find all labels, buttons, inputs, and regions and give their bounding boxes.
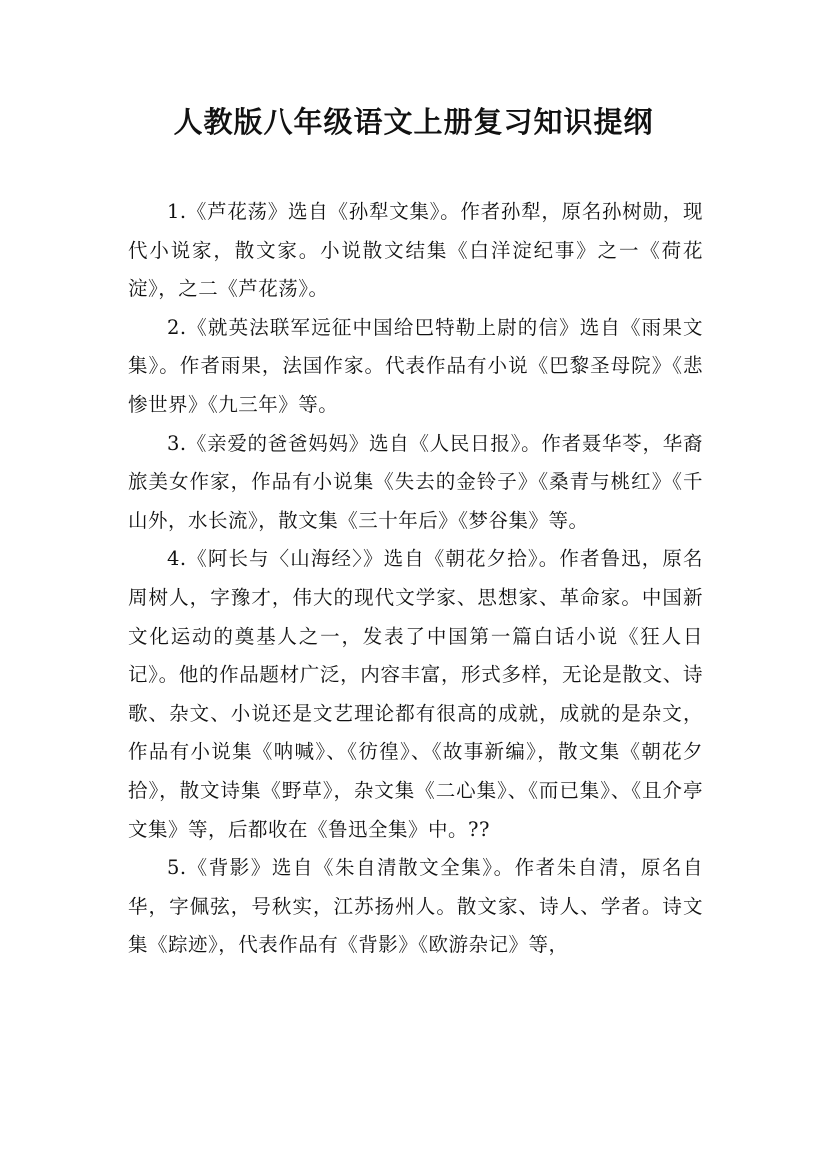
paragraph-5: 5.《背影》选自《朱自清散文全集》。作者朱自清，原名自华，字佩弦，号秋实，江苏扬州人。散文家、诗人、学者。诗文集《踪迹》，代表作品有《背影》《欧游杂记》等， [128,856,703,957]
document-title: 人教版八年级语文上册复习知识提纲 [173,105,654,139]
paragraph-1: 1.《芦花荡》选自《孙犁文集》。作者孙犁，原名孙树勋，现代小说家，散文家。小说散文结集《白洋淀纪事》之一《荷花淀》，之二《芦花荡》。 [128,200,703,301]
document-body [128,193,703,965]
paragraph-3: 3.《亲爱的爸爸妈妈》选自《人民日报》。作者聂华苓，华裔旅美女作家，作品有小说集《失去的金铃子》《桑青与桃红》《千山外，水长流》，散文集《三十年后》《梦谷集》等。 [128,431,703,532]
paragraph-2: 2.《就英法联军远征中国给巴特勒上尉的信》选自《雨果文集》。作者雨果，法国作家。代表作品有小说《巴黎圣母院》《悲惨世界》《九三年》等。 [128,315,703,416]
paragraph-4: 4.《阿长与〈山海经〉》选自《朝花夕拾》。作者鲁迅，原名周树人，字豫才，伟大的现代文学家、思想家、革命家。中国新文化运动的奠基人之一，发表了中国第一篇白话小说《狂人日记》。他的作品题材广泛，内容丰富，形式多样，无论是散文、诗歌、杂文、小说还是文艺理论都有很高的成就，成就的是杂文，作品有小说集《呐喊》、《彷徨》、《故事新编》，散文集《朝花夕拾》，散文诗集《野草》，杂文集《二心集》、《而已集》、《且介亭文集》等，后都收在《鲁迅全集》中。?? [128,547,703,841]
